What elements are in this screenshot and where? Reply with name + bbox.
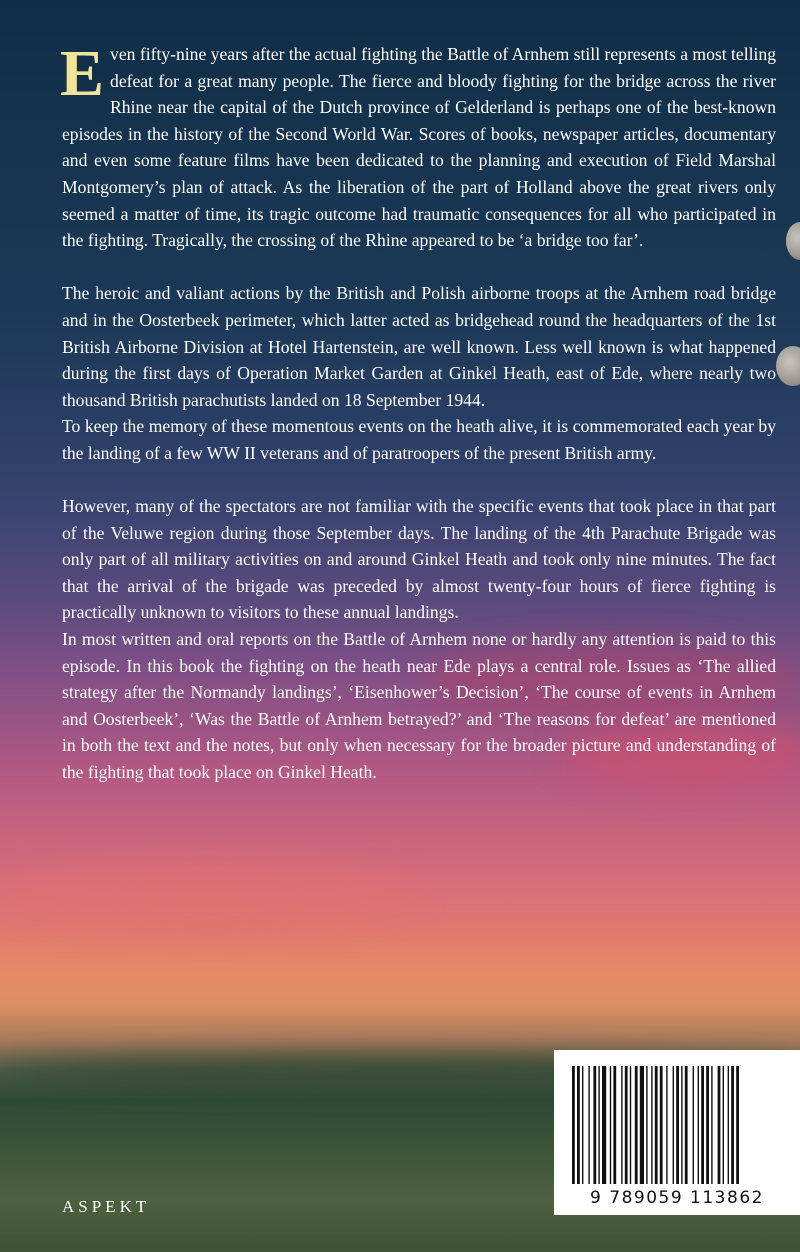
barcode-bars [572,1066,782,1184]
drop-cap: E [60,37,105,110]
blurb-text [60,37,776,786]
paragraph-1: Even fifty-nine years after the actual fighting the Battle of Arnhem still represents a most telling defeat for a great many people. The fierce and bloody fighting for the bridge across the river Rhine near the capital of the Dutch province of Gelderland is perhaps one of the best-known episodes in the history of the Second World War. Scores of books, newspaper articles, documentary and even some feature films have been dedicated to the planning and execution of Field Marshal Montgomery’s plan of attack. As the liberation of the part of Holland above the great rivers only seemed a matter of time, its tragic outcome had traumatic consequences for all who participated in the fighting. Tragically, the crossing of the Rhine appeared to be ‘a bridge too far’. [60,37,776,251]
paragraph-2: The heroic and valiant actions by the British and Polish airborne troops at the Arnhem road bridge and in the Oosterbeek perimeter, which latter acted as bridgehead round the headquarters of the 1st British Airborne Division at Hotel Hartenstein, are well known. Less well known is what happened during the first days of Operation Market Garden at Ginkel Heath, east of Ede, where nearly two thousand British parachutists landed on 18 September 1944. [62,283,776,410]
barcode [554,1050,800,1215]
isbn-number: 9 789059 113862 [590,1188,764,1208]
publisher-name: ASPEKT [62,1197,151,1216]
paragraph-3: To keep the memory of these momentous events on the heath alive, it is commemorated each year by the landing of a few WW II veterans and of paratroopers of the present British army. [62,416,776,463]
cloud [0,860,420,930]
paragraph-5: In most written and oral reports on the Battle of Arnhem none or hardly any attention is paid to this episode. In this book the fighting on the heath near Ede plays a central role. Issues as ‘The allied strategy after the Normandy landings’, ‘Eisenhower’s Decision’, ‘The course of events in Arnhem and Oosterbeek’, ‘Was the Battle of Arnhem betrayed?’ and ‘The reasons for defeat’ are mentioned in both the text and the notes, but only when necessary for the broader picture and understanding of the fighting that took place on Ginkel Heath. [62,629,776,783]
paragraph-4: However, many of the spectators are not familiar with the specific events that took place in that part of the Veluwe region during those September days. The landing of the 4th Parachute Brigade was only part of all military activities on and around Ginkel Heath and took only nine minutes. The fact that the arrival of the brigade was preceded by almost twenty-four hours of fierce fighting is practically unknown to visitors to these annual landings. [62,496,776,623]
